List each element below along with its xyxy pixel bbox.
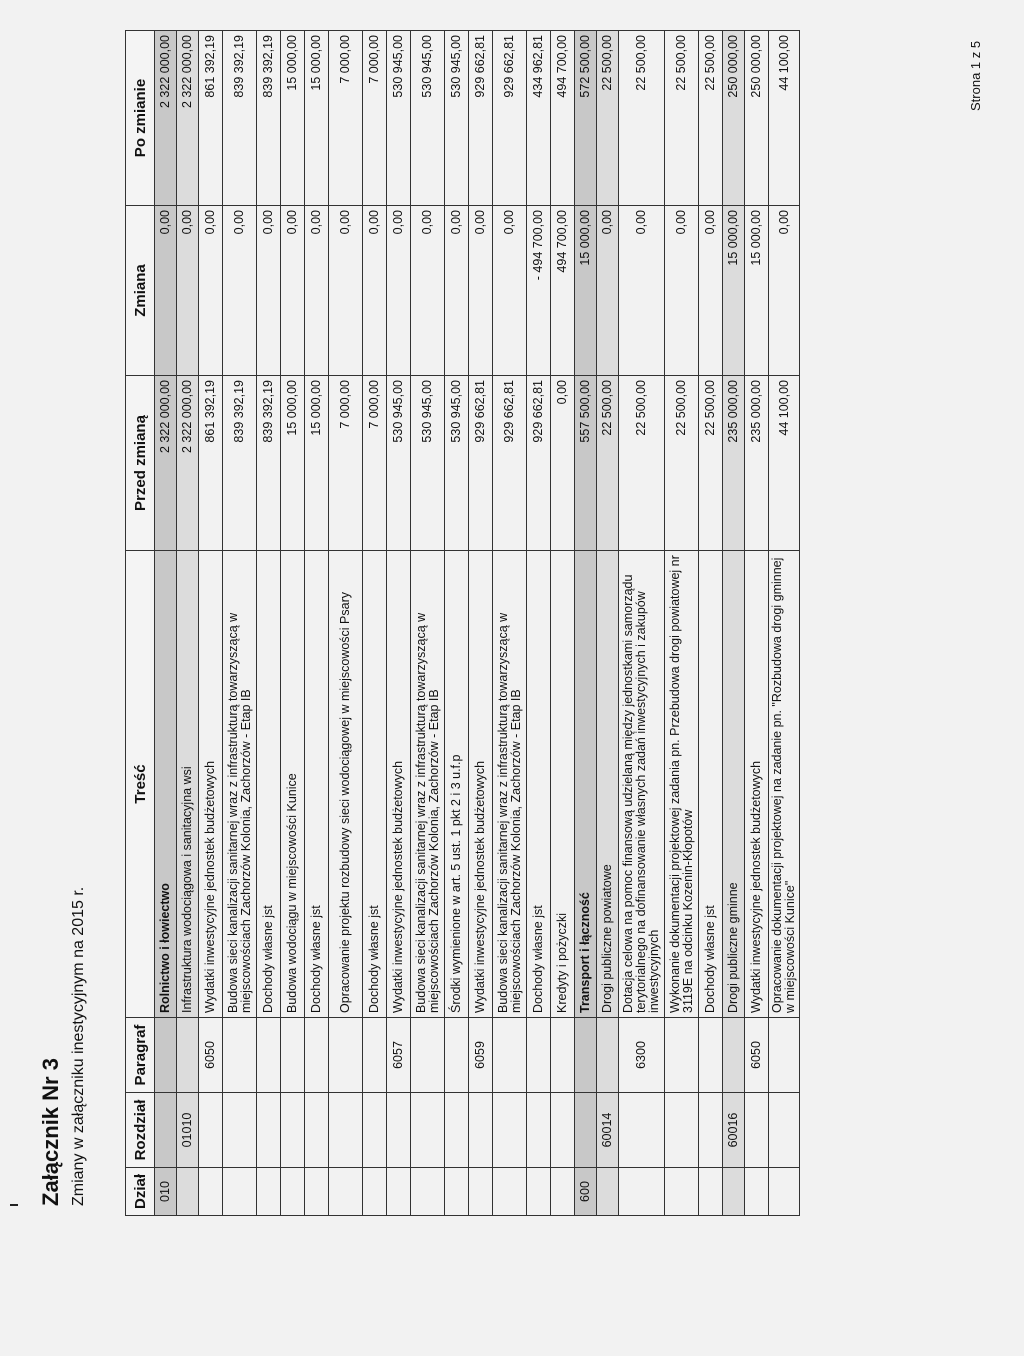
przed-zmiana-cell: 839 392,19 bbox=[257, 376, 281, 551]
tresc-cell: Środki wymienione w art. 5 ust. 1 pkt 2 i 3 u.f.p bbox=[445, 551, 469, 1018]
tresc-cell: Dotacja celowa na pomoc finansową udzielaną między jednostkami samorządu terytorialnego na dofinansowanie własnych zadań inwestycyjnych i zakupów inwestycyjnych bbox=[619, 551, 665, 1018]
po-zmianie-cell: 44 100,00 bbox=[769, 31, 800, 206]
table-row bbox=[619, 31, 665, 1216]
dzial-cell bbox=[723, 1168, 745, 1216]
po-zmianie-cell: 22 500,00 bbox=[699, 31, 723, 206]
zmiana-cell: 0,00 bbox=[177, 206, 199, 376]
paragraf-cell bbox=[723, 1018, 745, 1093]
po-zmianie-cell: 2 322 000,00 bbox=[177, 31, 199, 206]
tresc-cell: Transport i łączność bbox=[575, 551, 597, 1018]
tresc-cell: Infrastruktura wodociągowa i sanitacyjna wsi bbox=[177, 551, 199, 1018]
dzial-cell bbox=[281, 1168, 305, 1216]
paragraf-cell bbox=[445, 1018, 469, 1093]
dzial-cell bbox=[769, 1168, 800, 1216]
table-row bbox=[527, 31, 551, 1216]
przed-zmiana-cell: 861 392,19 bbox=[199, 376, 223, 551]
przed-zmiana-cell: 2 322 000,00 bbox=[177, 376, 199, 551]
paragraf-cell bbox=[527, 1018, 551, 1093]
przed-zmiana-cell: 929 662,81 bbox=[527, 376, 551, 551]
rozdzial-cell bbox=[619, 1093, 665, 1168]
dzial-cell bbox=[387, 1168, 411, 1216]
zmiana-cell: 0,00 bbox=[769, 206, 800, 376]
table-body bbox=[155, 31, 800, 1216]
po-zmianie-cell: 22 500,00 bbox=[619, 31, 665, 206]
paragraf-cell bbox=[281, 1018, 305, 1093]
rozdzial-cell: 60016 bbox=[723, 1093, 745, 1168]
dzial-cell bbox=[257, 1168, 281, 1216]
zmiana-cell: 15 000,00 bbox=[723, 206, 745, 376]
tresc-cell: Rolnictwo i łowiectwo bbox=[155, 551, 177, 1018]
przed-zmiana-cell: 235 000,00 bbox=[745, 376, 769, 551]
przed-zmiana-cell: 22 500,00 bbox=[699, 376, 723, 551]
rozdzial-cell bbox=[281, 1093, 305, 1168]
po-zmianie-cell: 7 000,00 bbox=[329, 31, 363, 206]
przed-zmiana-cell: 235 000,00 bbox=[723, 376, 745, 551]
table-row bbox=[411, 31, 445, 1216]
paragraf-cell: 6300 bbox=[619, 1018, 665, 1093]
przed-zmiana-cell: 929 662,81 bbox=[469, 376, 493, 551]
table-header-row bbox=[126, 31, 155, 1216]
tresc-cell: Dochody własne jst bbox=[527, 551, 551, 1018]
przed-zmiana-cell: 22 500,00 bbox=[665, 376, 699, 551]
paragraf-cell bbox=[551, 1018, 575, 1093]
rozdzial-cell bbox=[445, 1093, 469, 1168]
table-row bbox=[329, 31, 363, 1216]
tresc-cell: Opracowanie projektu rozbudowy sieci wodociągowej w miejscowości Psary bbox=[329, 551, 363, 1018]
przed-zmiana-cell: 530 945,00 bbox=[411, 376, 445, 551]
paragraf-cell bbox=[699, 1018, 723, 1093]
po-zmianie-cell: 530 945,00 bbox=[387, 31, 411, 206]
przed-zmiana-cell: 839 392,19 bbox=[223, 376, 257, 551]
rozdzial-cell bbox=[551, 1093, 575, 1168]
paragraf-cell bbox=[329, 1018, 363, 1093]
dzial-cell bbox=[411, 1168, 445, 1216]
tresc-cell: Dochody własne jst bbox=[699, 551, 723, 1018]
po-zmianie-cell: 15 000,00 bbox=[305, 31, 329, 206]
rozdzial-cell: 60014 bbox=[597, 1093, 619, 1168]
dzial-cell bbox=[223, 1168, 257, 1216]
page-subtitle: Zmiany w załączniku inestycyjnym na 2015 r. bbox=[70, 886, 87, 1206]
zmiana-cell: 0,00 bbox=[223, 206, 257, 376]
page-title: Załącznik Nr 3 bbox=[38, 1058, 63, 1206]
rozdzial-cell bbox=[199, 1093, 223, 1168]
dzial-cell bbox=[445, 1168, 469, 1216]
zmiana-cell: 0,00 bbox=[597, 206, 619, 376]
table-row bbox=[445, 31, 469, 1216]
po-zmianie-cell: 7 000,00 bbox=[363, 31, 387, 206]
table-row bbox=[305, 31, 329, 1216]
po-zmianie-cell: 250 000,00 bbox=[723, 31, 745, 206]
przed-zmiana-cell: 22 500,00 bbox=[597, 376, 619, 551]
paragraf-cell bbox=[177, 1018, 199, 1093]
przed-zmiana-cell: 530 945,00 bbox=[445, 376, 469, 551]
zmiana-cell: 0,00 bbox=[257, 206, 281, 376]
tresc-cell: Wydatki inwestycyjne jednostek budżetowych bbox=[469, 551, 493, 1018]
po-zmianie-cell: 530 945,00 bbox=[445, 31, 469, 206]
zmiana-cell: 0,00 bbox=[329, 206, 363, 376]
zmiana-cell: 0,00 bbox=[699, 206, 723, 376]
rozdzial-cell bbox=[363, 1093, 387, 1168]
po-zmianie-cell: 861 392,19 bbox=[199, 31, 223, 206]
zmiana-cell: 15 000,00 bbox=[575, 206, 597, 376]
dzial-cell: 010 bbox=[155, 1168, 177, 1216]
paragraf-cell bbox=[257, 1018, 281, 1093]
rozdzial-cell bbox=[527, 1093, 551, 1168]
po-zmianie-cell: 2 322 000,00 bbox=[155, 31, 177, 206]
przed-zmiana-cell: 929 662,81 bbox=[493, 376, 527, 551]
tresc-cell: Kredyty i pożyczki bbox=[551, 551, 575, 1018]
paragraf-cell bbox=[363, 1018, 387, 1093]
tresc-cell: Dochody własne jst bbox=[257, 551, 281, 1018]
zmiana-cell: - 494 700,00 bbox=[527, 206, 551, 376]
paragraf-cell: 6059 bbox=[469, 1018, 493, 1093]
tresc-cell: Dochody własne jst bbox=[363, 551, 387, 1018]
zmiana-cell: 0,00 bbox=[199, 206, 223, 376]
paragraf-cell bbox=[575, 1018, 597, 1093]
paragraf-cell bbox=[493, 1018, 527, 1093]
tresc-cell: Budowa sieci kanalizacji sanitarnej wraz z infrastrukturą towarzyszącą w miejscowościach Zachorzów Kolonia, Zachorzów - Etap IB bbox=[493, 551, 527, 1018]
rozdzial-cell bbox=[223, 1093, 257, 1168]
przed-zmiana-cell: 530 945,00 bbox=[387, 376, 411, 551]
po-zmianie-cell: 15 000,00 bbox=[281, 31, 305, 206]
po-zmianie-cell: 530 945,00 bbox=[411, 31, 445, 206]
table-row bbox=[745, 31, 769, 1216]
zmiana-cell: 0,00 bbox=[305, 206, 329, 376]
dzial-cell bbox=[551, 1168, 575, 1216]
paragraf-cell bbox=[155, 1018, 177, 1093]
zmiana-cell: 494 700,00 bbox=[551, 206, 575, 376]
table-row bbox=[177, 31, 199, 1216]
przed-zmiana-cell: 22 500,00 bbox=[619, 376, 665, 551]
po-zmianie-cell: 929 662,81 bbox=[469, 31, 493, 206]
dzial-cell bbox=[363, 1168, 387, 1216]
tresc-cell: Drogi publiczne powiatowe bbox=[597, 551, 619, 1018]
page-number: Strona 1 z 5 bbox=[968, 40, 983, 111]
rozdzial-cell bbox=[699, 1093, 723, 1168]
paragraf-cell bbox=[305, 1018, 329, 1093]
paragraf-cell: 6057 bbox=[387, 1018, 411, 1093]
rozdzial-cell bbox=[665, 1093, 699, 1168]
paragraf-cell bbox=[223, 1018, 257, 1093]
rozdzial-cell bbox=[329, 1093, 363, 1168]
po-zmianie-cell: 434 962,81 bbox=[527, 31, 551, 206]
po-zmianie-cell: 839 392,19 bbox=[257, 31, 281, 206]
col-header-dzial: Dział bbox=[126, 1168, 155, 1216]
tresc-cell: Budowa sieci kanalizacji sanitarnej wraz z infrastrukturą towarzyszącą w miejscowościach Zachorzów Kolonia, Zachorzów - Etap IB bbox=[411, 551, 445, 1018]
zmiana-cell: 0,00 bbox=[155, 206, 177, 376]
przed-zmiana-cell: 557 500,00 bbox=[575, 376, 597, 551]
po-zmianie-cell: 572 500,00 bbox=[575, 31, 597, 206]
rozdzial-cell bbox=[387, 1093, 411, 1168]
rozdzial-cell bbox=[411, 1093, 445, 1168]
table-row bbox=[387, 31, 411, 1216]
table-row bbox=[665, 31, 699, 1216]
tresc-cell: Budowa wodociągu w miejscowości Kunice bbox=[281, 551, 305, 1018]
zmiana-cell: 0,00 bbox=[493, 206, 527, 376]
table-row bbox=[493, 31, 527, 1216]
tresc-cell: Wydatki inwestycyjne jednostek budżetowych bbox=[199, 551, 223, 1018]
przed-zmiana-cell: 15 000,00 bbox=[305, 376, 329, 551]
table-row bbox=[257, 31, 281, 1216]
paragraf-cell bbox=[411, 1018, 445, 1093]
tresc-cell: Dochody własne jst bbox=[305, 551, 329, 1018]
rozdzial-cell bbox=[469, 1093, 493, 1168]
tresc-cell: Wydatki inwestycyjne jednostek budżetowych bbox=[745, 551, 769, 1018]
zmiana-cell: 0,00 bbox=[387, 206, 411, 376]
zmiana-cell: 15 000,00 bbox=[745, 206, 769, 376]
tresc-cell: Drogi publiczne gminne bbox=[723, 551, 745, 1018]
col-header-zmiana: Zmiana bbox=[126, 206, 155, 376]
rozdzial-cell bbox=[769, 1093, 800, 1168]
paragraf-cell: 6050 bbox=[199, 1018, 223, 1093]
zmiana-cell: 0,00 bbox=[445, 206, 469, 376]
po-zmianie-cell: 929 662,81 bbox=[493, 31, 527, 206]
col-header-rozdzial: Rozdział bbox=[126, 1093, 155, 1168]
dzial-cell bbox=[745, 1168, 769, 1216]
przed-zmiana-cell: 2 322 000,00 bbox=[155, 376, 177, 551]
dzial-cell bbox=[619, 1168, 665, 1216]
table-row bbox=[363, 31, 387, 1216]
table-row bbox=[723, 31, 745, 1216]
table-row bbox=[223, 31, 257, 1216]
rozdzial-cell: 01010 bbox=[177, 1093, 199, 1168]
col-header-tresc: Treść bbox=[126, 551, 155, 1018]
table-row bbox=[551, 31, 575, 1216]
po-zmianie-cell: 22 500,00 bbox=[597, 31, 619, 206]
table-row bbox=[575, 31, 597, 1216]
table-row bbox=[155, 31, 177, 1216]
dzial-cell bbox=[665, 1168, 699, 1216]
tresc-cell: Budowa sieci kanalizacji sanitarnej wraz z infrastrukturą towarzyszącą w miejscowościach Zachorzów Kolonia, Zachorzów - Etap IB bbox=[223, 551, 257, 1018]
dzial-cell bbox=[199, 1168, 223, 1216]
dzial-cell bbox=[329, 1168, 363, 1216]
przed-zmiana-cell: 7 000,00 bbox=[329, 376, 363, 551]
table-row bbox=[469, 31, 493, 1216]
rozdzial-cell bbox=[493, 1093, 527, 1168]
rozdzial-cell bbox=[257, 1093, 281, 1168]
table-row bbox=[199, 31, 223, 1216]
dzial-cell bbox=[699, 1168, 723, 1216]
przed-zmiana-cell: 0,00 bbox=[551, 376, 575, 551]
tresc-cell: Wydatki inwestycyjne jednostek budżetowych bbox=[387, 551, 411, 1018]
table-row bbox=[597, 31, 619, 1216]
po-zmianie-cell: 494 700,00 bbox=[551, 31, 575, 206]
dzial-cell bbox=[527, 1168, 551, 1216]
zmiana-cell: 0,00 bbox=[469, 206, 493, 376]
rozdzial-cell bbox=[745, 1093, 769, 1168]
table-row bbox=[281, 31, 305, 1216]
col-header-po-zmianie: Po zmianie bbox=[126, 31, 155, 206]
dzial-cell bbox=[597, 1168, 619, 1216]
dzial-cell bbox=[469, 1168, 493, 1216]
przed-zmiana-cell: 15 000,00 bbox=[281, 376, 305, 551]
paragraf-cell bbox=[769, 1018, 800, 1093]
po-zmianie-cell: 250 000,00 bbox=[745, 31, 769, 206]
table-row bbox=[699, 31, 723, 1216]
tresc-cell: Wykonanie dokumentacji projektowej zadania pn. Przebudowa drogi powiatowej nr 3119E na odcinku Kozenin-Kłopotów bbox=[665, 551, 699, 1018]
przed-zmiana-cell: 7 000,00 bbox=[363, 376, 387, 551]
po-zmianie-cell: 22 500,00 bbox=[665, 31, 699, 206]
rozdzial-cell bbox=[155, 1093, 177, 1168]
paragraf-cell bbox=[597, 1018, 619, 1093]
zmiana-cell: 0,00 bbox=[411, 206, 445, 376]
po-zmianie-cell: 839 392,19 bbox=[223, 31, 257, 206]
dzial-cell bbox=[177, 1168, 199, 1216]
scan-mark bbox=[10, 1204, 18, 1206]
zmiana-cell: 0,00 bbox=[281, 206, 305, 376]
rozdzial-cell bbox=[305, 1093, 329, 1168]
zmiana-cell: 0,00 bbox=[363, 206, 387, 376]
paragraf-cell bbox=[665, 1018, 699, 1093]
table-row bbox=[769, 31, 800, 1216]
rozdzial-cell bbox=[575, 1093, 597, 1168]
col-header-przed-zmiana: Przed zmianą bbox=[126, 376, 155, 551]
col-header-paragraf: Paragraf bbox=[126, 1018, 155, 1093]
zmiana-cell: 0,00 bbox=[665, 206, 699, 376]
dzial-cell bbox=[493, 1168, 527, 1216]
dzial-cell bbox=[305, 1168, 329, 1216]
przed-zmiana-cell: 44 100,00 bbox=[769, 376, 800, 551]
investment-changes-table bbox=[125, 30, 800, 1216]
dzial-cell: 600 bbox=[575, 1168, 597, 1216]
zmiana-cell: 0,00 bbox=[619, 206, 665, 376]
tresc-cell: Opracowanie dokumentacji projektowej na zadanie pn. "Rozbudowa drogi gminnej w miejscowości Kunice" bbox=[769, 551, 800, 1018]
paragraf-cell: 6050 bbox=[745, 1018, 769, 1093]
